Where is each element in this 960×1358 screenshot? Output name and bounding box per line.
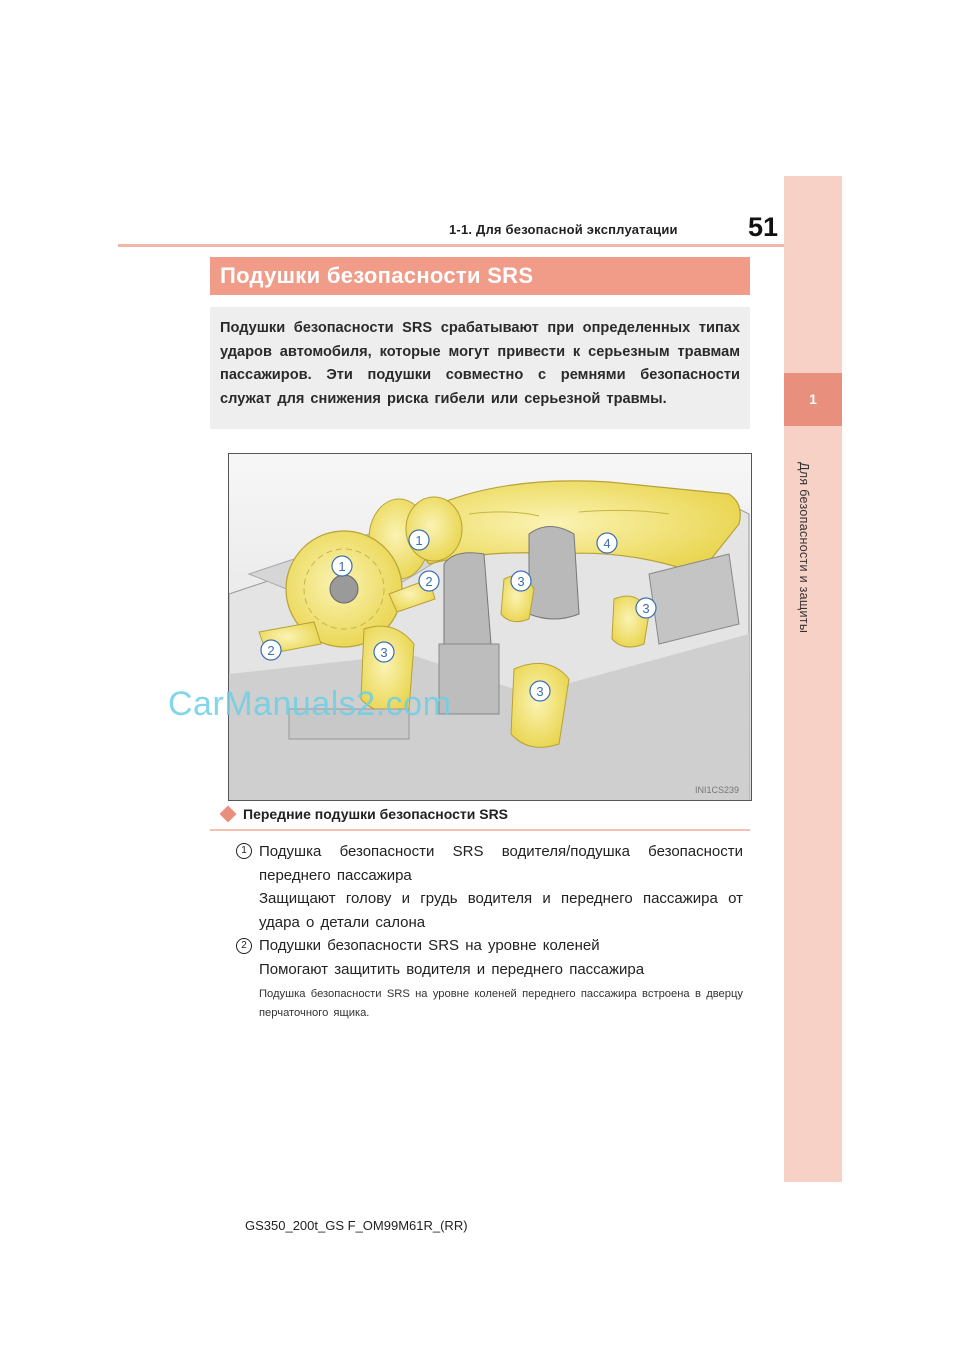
car-interior-drawing (229, 454, 751, 800)
section-heading: Подушки безопасности SRS (220, 263, 534, 288)
callout-label: 1 (338, 559, 346, 574)
callout-label: 2 (267, 643, 275, 658)
side-tab-chapter-number (784, 373, 842, 426)
item-description: Помогают защитить водителя и переднего пассажира (259, 960, 645, 978)
callout-3-rear-left (530, 681, 550, 701)
item-number-badge: 1 (236, 843, 252, 859)
list-item (259, 934, 743, 981)
side-tab-chapter-label: Для безопасности и защиты (797, 462, 811, 634)
intro-box (210, 307, 750, 429)
list-item (259, 840, 743, 934)
side-chapter-tab (784, 176, 842, 1182)
callout-label: 3 (642, 601, 650, 616)
callout-4-curtain (597, 533, 617, 553)
callout-3-front-seat-right (511, 571, 531, 591)
figure-code: INI1CS239 (695, 785, 740, 795)
note-text: Подушка безопасности SRS на уровне коленей переднего пассажира встроена в дверцу перчаточного ящика. (259, 988, 743, 1019)
intro-text: Подушки безопасности SRS срабатывают при определенных типах ударов автомобиля, которые могут привести к серьезным травмам пассажиров. Эти подушки совместно с ремнями безопасности служат для снижения риска гибели или серьезной травмы. (220, 320, 740, 407)
airbag-illustration (228, 453, 752, 801)
item-description: Защищают голову и грудь водителя и переднего пассажира от удара о детали салона (259, 890, 743, 931)
watermark: CarManuals2.com (168, 685, 452, 723)
footer-doc-code: GS350_200t_GS F_OM99M61R_(RR) (245, 1218, 468, 1233)
item-number-badge: 2 (236, 938, 252, 954)
callout-3-front-seat-left (374, 642, 394, 662)
callout-label: 1 (415, 533, 423, 548)
callout-1-steering (332, 556, 352, 576)
item-title: Подушка безопасности SRS водителя/подушка безопасности переднего пассажира (259, 843, 743, 884)
section-title: 1-1. Для безопасной эксплуатации (449, 222, 678, 237)
section-heading-banner (210, 257, 750, 295)
chapter-number: 1 (809, 391, 817, 407)
callout-2-passenger-knee (419, 571, 439, 591)
callout-3-rear-right (636, 598, 656, 618)
callout-label: 4 (603, 536, 611, 551)
callout-2-driver-knee (261, 640, 281, 660)
callout-1-passenger (409, 530, 429, 550)
callout-label: 2 (425, 574, 433, 589)
subheading-rule (210, 829, 750, 831)
subheading: Передние подушки безопасности SRS (243, 806, 509, 822)
callout-label: 3 (517, 574, 525, 589)
callout-label: 3 (380, 645, 388, 660)
item-title: Подушки безопасности SRS на уровне коленей (259, 937, 600, 954)
callout-label: 3 (536, 684, 544, 699)
page-number: 51 (748, 212, 779, 242)
header-rule (118, 244, 840, 247)
diamond-bullet-icon (220, 806, 237, 823)
